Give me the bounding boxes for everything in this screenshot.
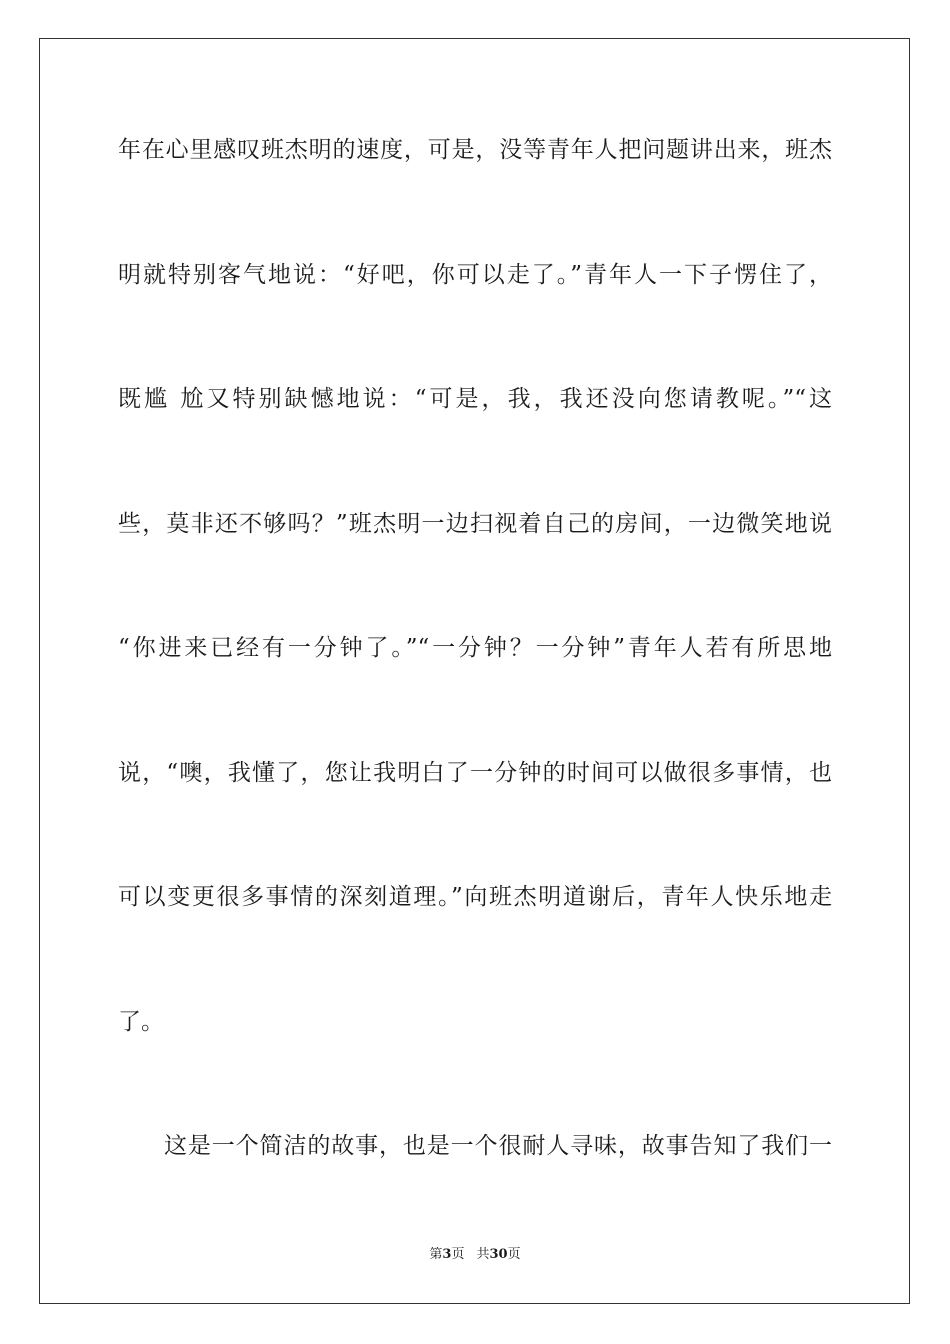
paragraph-line-8: 了。 (118, 1009, 164, 1035)
paragraph-line-4: 些，莫非还不够吗？”班杰明一边扫视着自己的房间，一边微笑地说 (118, 511, 832, 537)
page-border (39, 38, 910, 1304)
page-suffix: 页 (451, 1247, 465, 1262)
total-prefix: 共 (476, 1247, 490, 1262)
paragraph-line-3: 既尴 尬又特别缺憾地说：“可是，我，我还没向您请教呢。”“这 (118, 386, 832, 412)
page-footer (0, 1245, 950, 1265)
paragraph-line-2: 明就特别客气地说：“好吧，你可以走了。”青年人一下子愣住了， (118, 262, 832, 288)
total-suffix: 页 (507, 1247, 521, 1262)
paragraph-line-6: 说，“噢，我懂了，您让我明白了一分钟的时间可以做很多事情，也 (118, 760, 832, 786)
paragraph-line-9: 这是一个简洁的故事，也是一个很耐人寻味，故事告知了我们一 (164, 1133, 832, 1159)
paragraph-line-5: “你进来已经有一分钟了。”“一分钟？一分钟”青年人若有所思地 (118, 635, 832, 661)
paragraph-line-7: 可以变更很多事情的深刻道理。”向班杰明道谢后，青年人快乐地走 (118, 884, 832, 910)
paragraph-line-1: 年在心里感叹班杰明的速度，可是，没等青年人把问题讲出来，班杰 (118, 137, 832, 163)
page-prefix: 第 (429, 1247, 443, 1262)
page-number: 3 (442, 1247, 452, 1262)
total-pages: 30 (489, 1247, 508, 1262)
